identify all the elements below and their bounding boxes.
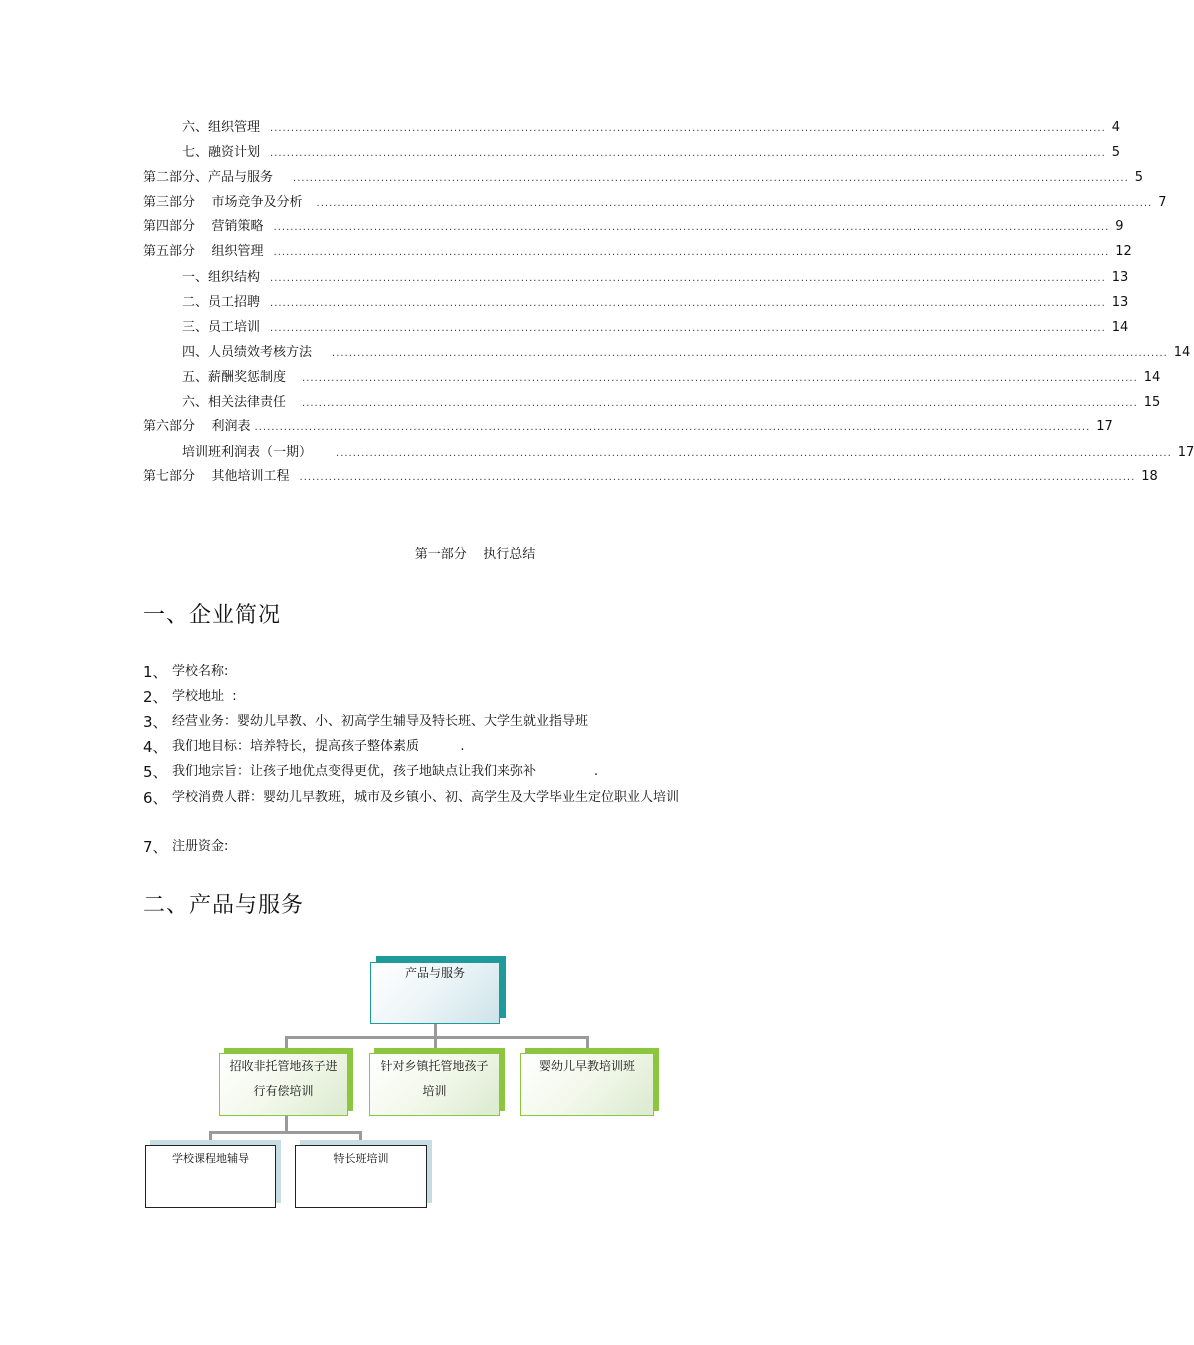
- list-item-number: 3、: [143, 713, 168, 731]
- toc-entry[interactable]: [182, 393, 1161, 413]
- toc-entry[interactable]: [143, 217, 1124, 237]
- diagram-leaf-label: 学校课程地辅导: [172, 1152, 249, 1165]
- section-heading-products-services: 二、产品与服务: [143, 893, 305, 918]
- toc-entry-title: 第七部分 其他培训工程: [143, 469, 290, 484]
- diagram-root-label: 产品与服务: [404, 966, 465, 980]
- list-item-text: 经营业务：婴幼儿早教、小、初高学生辅导及特长班、大学生就业指导班: [172, 714, 589, 729]
- toc-entry[interactable]: [182, 143, 1121, 163]
- toc-leader-dots: ........................................................................................................................................................................................................: [332, 348, 1168, 359]
- part-title: 第一部分 执行总结: [414, 547, 536, 562]
- diagram-node-box: [219, 1048, 353, 1116]
- toc-leader-dots: ........................................................................................................................................................................................................: [254, 422, 1091, 433]
- toc-entry-title: 五、薪酬奖惩制度: [182, 370, 287, 385]
- diagram-node-label-line2: 培训: [422, 1084, 447, 1098]
- toc-entry[interactable]: [143, 168, 1144, 188]
- diagram-leaf-label: 特长班培训: [333, 1152, 389, 1165]
- toc-entry-title: 二、员工招聘: [182, 295, 261, 310]
- toc-entry-page: 14: [1173, 345, 1191, 360]
- list-item-text: 学校名称:: [172, 664, 229, 679]
- toc-leader-dots: ........................................................................................................................................................................................................: [302, 398, 1138, 409]
- diagram-leaf-box: [295, 1140, 432, 1208]
- list-item-number: 6、: [143, 789, 168, 807]
- toc-leader-dots: ........................................................................................................................................................................................................: [270, 148, 1106, 159]
- toc-entry-title: 第三部分 市场竞争及分析: [143, 195, 303, 210]
- list-item-text: 学校消费人群：婴幼儿早教班，城市及乡镇小、初、高学生及大学毕业生定位职业人培训: [172, 790, 680, 805]
- toc-entry-title: 六、组织管理: [182, 120, 261, 135]
- toc-entry-page: 9: [1115, 219, 1124, 234]
- toc-entry-page: 13: [1111, 295, 1129, 310]
- toc-leader-dots: ........................................................................................................................................................................................................: [299, 472, 1136, 483]
- connector-line: [209, 1131, 362, 1134]
- list-item-text: 我们地目标：培养特长，提高孩子整体素质 .: [172, 739, 465, 754]
- list-item: [143, 837, 732, 857]
- toc-entry[interactable]: [182, 343, 1191, 363]
- list-item-number: 1、: [143, 663, 168, 681]
- toc-entry[interactable]: [182, 268, 1129, 288]
- diagram-node-box: [520, 1048, 659, 1116]
- diagram-node-box: [369, 1048, 505, 1116]
- toc-entry[interactable]: [182, 118, 1121, 138]
- connector-line: [285, 1036, 589, 1039]
- list-item: [143, 737, 732, 757]
- toc-leader-dots: ........................................................................................................................................................................................................: [270, 123, 1106, 134]
- diagram-node-label-line1: 婴幼儿早教培训班: [538, 1059, 635, 1073]
- toc-entry[interactable]: [143, 417, 1113, 437]
- list-item: [143, 788, 727, 808]
- toc-leader-dots: ........................................................................................................................................................................................................: [270, 298, 1106, 309]
- toc-entry-title: 一、组织结构: [182, 270, 261, 285]
- section-heading-company-overview: 一、企业简况: [143, 603, 282, 628]
- toc-entry-title: 七、融资计划: [182, 145, 261, 160]
- toc-entry-page: 7: [1158, 195, 1167, 210]
- toc-entry-page: 15: [1143, 395, 1161, 410]
- diagram-root-box: [370, 956, 506, 1024]
- toc-entry[interactable]: [143, 193, 1167, 213]
- toc-entry-page: 17: [1177, 445, 1194, 460]
- toc-leader-dots: ........................................................................................................................................................................................................: [336, 448, 1172, 459]
- diagram-node-label-line1: 招收非托管地孩子进: [229, 1059, 338, 1073]
- list-item-number: 5、: [143, 763, 168, 781]
- list-item-text: 学校地址 :: [172, 689, 237, 704]
- list-item-text: 我们地宗旨：让孩子地优点变得更优，孩子地缺点让我们来弥补 .: [172, 764, 598, 779]
- diagram-leaf-box: [145, 1140, 281, 1208]
- toc-entry-title: 六、相关法律责任: [182, 395, 287, 410]
- toc-entry-page: 14: [1111, 320, 1129, 335]
- toc-entry-title: 培训班利润表（一期）: [182, 445, 313, 460]
- toc-entry-page: 14: [1143, 370, 1161, 385]
- list-item: [143, 712, 732, 732]
- toc-entry-page: 5: [1111, 145, 1121, 160]
- toc-entry-title: 第二部分、产品与服务: [143, 170, 274, 185]
- toc-entry[interactable]: [143, 467, 1158, 487]
- list-item: [143, 662, 732, 682]
- toc-entry-page: 18: [1141, 469, 1158, 484]
- toc-leader-dots: ........................................................................................................................................................................................................: [270, 323, 1106, 334]
- list-item-text: 注册资金:: [172, 839, 229, 854]
- list-item-number: 7、: [143, 838, 168, 856]
- toc-leader-dots: ........................................................................................................................................................................................................: [273, 247, 1110, 258]
- toc-entry-title: 第六部分 利润表: [143, 419, 251, 434]
- toc-leader-dots: ........................................................................................................................................................................................................: [273, 222, 1110, 233]
- toc-entry-title: 第四部分 营销策略: [143, 219, 264, 234]
- list-item: [143, 762, 732, 782]
- toc-entry[interactable]: [182, 293, 1129, 313]
- list-item-number: 4、: [143, 738, 168, 756]
- toc-entry-page: 13: [1111, 270, 1129, 285]
- diagram-node-label-line2: 行有偿培训: [253, 1084, 314, 1098]
- toc-entry-page: 17: [1096, 419, 1113, 434]
- toc-entry[interactable]: [182, 368, 1161, 388]
- toc-entry-title: 第五部分 组织管理: [143, 244, 264, 259]
- diagram-node-label-line1: 针对乡镇托管地孩子: [380, 1059, 489, 1073]
- toc-entry[interactable]: [143, 242, 1132, 262]
- toc-entry-page: 5: [1134, 170, 1144, 185]
- toc-entry-title: 四、人员绩效考核方法: [182, 345, 313, 360]
- toc-entry-title: 三、员工培训: [182, 320, 261, 335]
- toc-entry-page: 4: [1111, 120, 1121, 135]
- list-item: [143, 687, 732, 707]
- toc-leader-dots: ........................................................................................................................................................................................................: [302, 373, 1138, 384]
- toc-leader-dots: ........................................................................................................................................................................................................: [293, 173, 1129, 184]
- toc-entry-page: 12: [1115, 244, 1132, 259]
- list-item-number: 2、: [143, 688, 168, 706]
- toc-entry[interactable]: [182, 443, 1194, 463]
- toc-leader-dots: ........................................................................................................................................................................................................: [316, 198, 1153, 209]
- toc-entry[interactable]: [182, 318, 1129, 338]
- toc-leader-dots: ........................................................................................................................................................................................................: [270, 273, 1106, 284]
